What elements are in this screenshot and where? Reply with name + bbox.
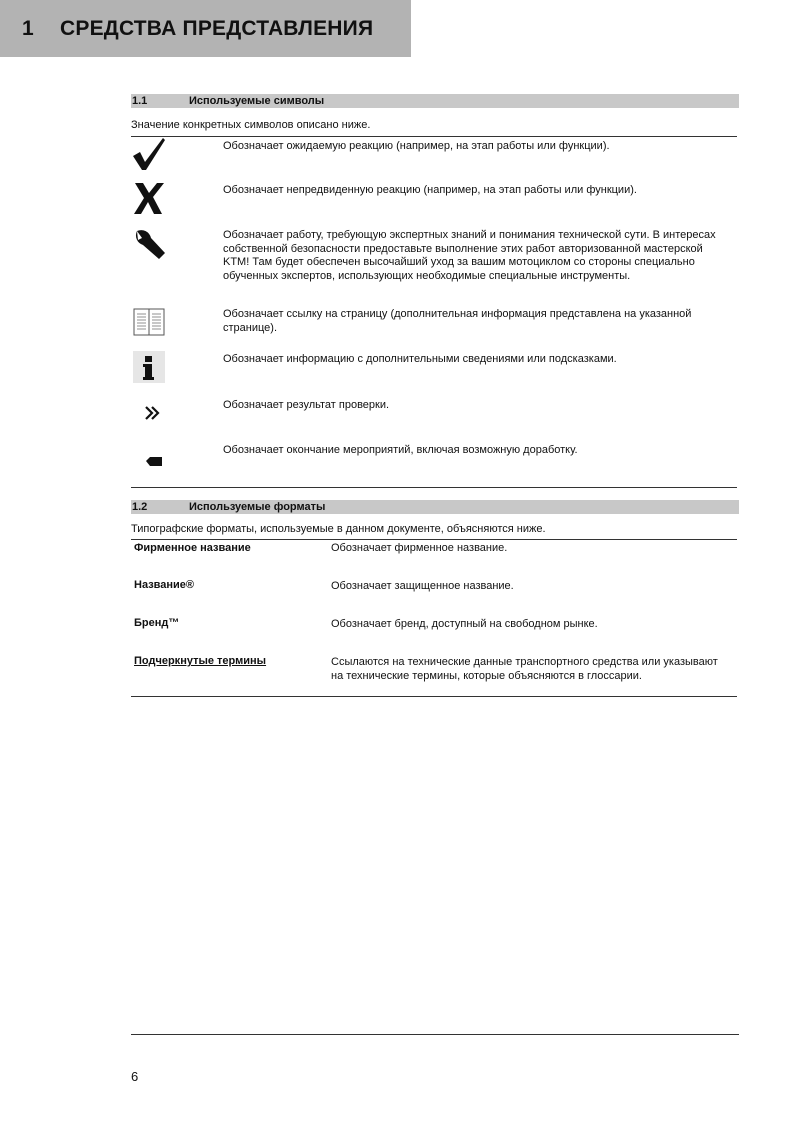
format-description: Обозначает защищенное название. (331, 580, 514, 592)
format-term: Бренд™ (134, 617, 180, 629)
format-term: Название® (134, 579, 195, 591)
section-number: 1.2 (132, 501, 148, 513)
section-title: Используемые символы (189, 95, 325, 107)
wrench-icon (131, 225, 167, 261)
format-description: Обозначает фирменное название. (331, 542, 508, 554)
divider (131, 487, 737, 488)
chapter-number: 1 (22, 16, 34, 40)
format-term: Подчеркнутые термины (134, 655, 267, 667)
book-icon (131, 304, 167, 340)
symbol-description: Обозначает информацию с дополнительными сведениями или подсказками. (223, 353, 617, 365)
info-icon (131, 349, 167, 385)
section-header-symbols (131, 94, 739, 108)
chapter-title: СРЕДСТВА ПРЕДСТАВЛЕНИЯ (60, 16, 374, 40)
page-number: 6 (131, 1069, 139, 1084)
section-number: 1.1 (132, 95, 148, 107)
section-intro: Типографские форматы, используемые в данном документе, объясняются ниже. (131, 523, 546, 535)
format-description: Ссылаются на технические данные транспортного средства или указывают на технические термины, которые объясняются в глоссарии. (331, 656, 718, 682)
section-header-formats (131, 500, 739, 514)
symbol-description: Обозначает ожидаемую реакцию (например, на этап работы или функции). (223, 140, 610, 152)
symbol-description: Обозначает ссылку на страницу (дополнительная информация представлена на указанной странице). (223, 308, 692, 334)
section-title: Используемые форматы (189, 501, 326, 513)
double-chevron-icon (133, 395, 169, 431)
section-intro: Значение конкретных символов описано ниже. (131, 119, 371, 131)
chapter-header (0, 0, 411, 57)
divider (131, 136, 737, 137)
divider (131, 539, 737, 540)
symbol-description: Обозначает окончание мероприятий, включая возможную доработку. (223, 444, 578, 456)
symbol-description: Обозначает работу, требующую экспертных знаний и понимания технической сути. В интересах собственной безопасности предоставьте выполнение этих работ авторизованной мастерской KTM! Там будет обеспечен высочайший уход за вашим мотоциклом со стороны специально обученных экспертов, использующих необходимые специальные инструменты. (223, 229, 716, 282)
divider (131, 696, 737, 697)
format-description: Обозначает бренд, доступный на свободном рынке. (331, 618, 598, 630)
check-icon (131, 136, 167, 172)
symbol-description: Обозначает непредвиденную реакцию (например, на этап работы или функции). (223, 184, 637, 196)
format-term: Фирменное название (134, 542, 251, 554)
footer-divider (131, 1034, 739, 1035)
symbol-description: Обозначает результат проверки. (223, 399, 390, 411)
cross-icon (131, 180, 167, 216)
end-marker-icon (133, 440, 169, 476)
